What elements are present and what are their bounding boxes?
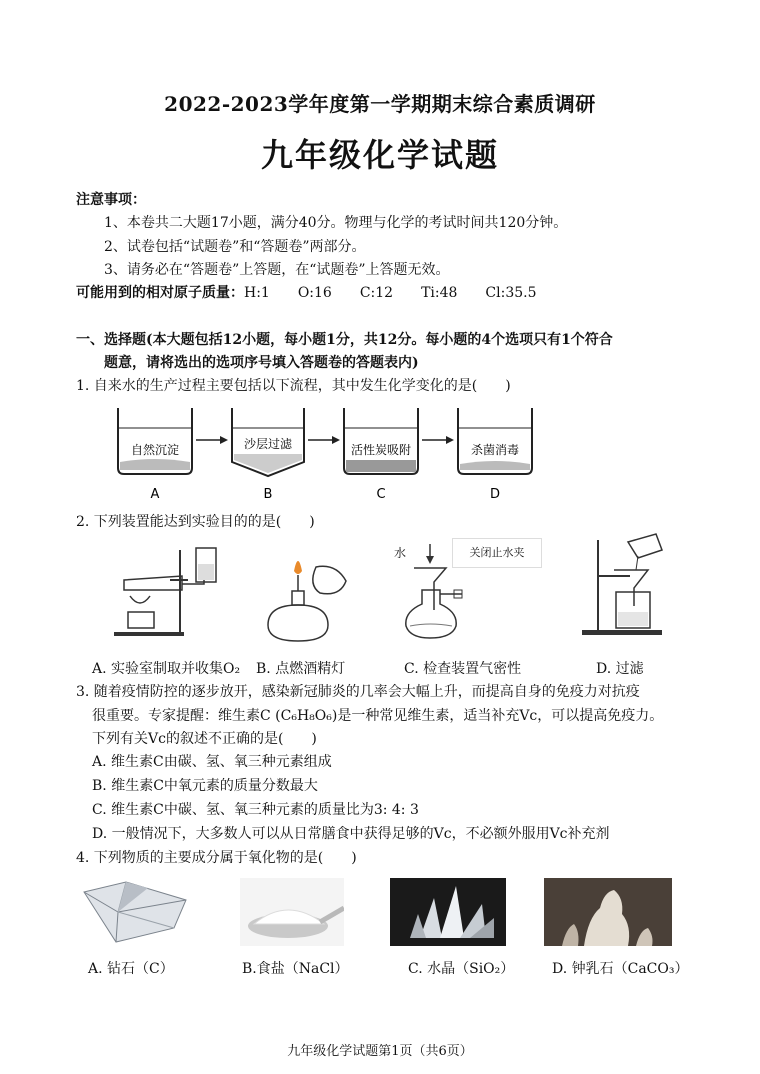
q2-stem: 2. 下列装置能达到实验目的的是( ) xyxy=(76,514,315,530)
atomic-mass-line xyxy=(76,283,537,303)
step-d-label: 杀菌消毒 xyxy=(470,443,520,457)
apparatus-a-image xyxy=(110,540,220,640)
alcohol-lamp-image xyxy=(258,545,358,645)
diamond-image xyxy=(78,878,198,946)
exam-subject-title: 九年级化学试题 xyxy=(260,136,499,174)
notice-item-3: 3、请务必在“答题卷”上答题，在“试题卷”上答题无效。 xyxy=(104,262,450,278)
q2-option-b: B. 点燃酒精灯 xyxy=(256,661,346,677)
beaker-d xyxy=(458,408,532,474)
section1-heading-cont: 题意，请将选出的选项序号填入答题卷的答题表内) xyxy=(104,355,419,371)
atomic-mass-values: H:1 O:16 C:12 Ti:48 Cl:35.5 xyxy=(244,285,537,301)
q1-stem: 1. 自来水的生产过程主要包括以下流程，其中发生化学变化的是( ) xyxy=(76,378,511,394)
notice-heading: 注意事项： xyxy=(76,192,146,208)
q2-option-c: C. 检查装置气密性 xyxy=(404,661,522,677)
step-b-letter: B xyxy=(263,487,273,502)
step-a-letter: A xyxy=(150,487,160,502)
step-c-label: 活性炭吸附 xyxy=(350,443,412,457)
q4-option-b: B.食盐（NaCl） xyxy=(242,961,349,977)
stalactite-image xyxy=(544,878,672,946)
arrow-icon xyxy=(422,436,454,444)
step-b-label: 沙层过滤 xyxy=(243,437,293,451)
q3-stem-line-1: 3. 随着疫情防控的逐步放开，感染新冠肺炎的几率会大幅上升，而提高自身的免疫力对抗疫 xyxy=(76,684,640,700)
step-a-label: 自然沉淀 xyxy=(130,443,180,457)
beaker-a xyxy=(118,408,192,474)
q2-option-a: A. 实验室制取并收集O₂ xyxy=(92,661,241,677)
clamp-label: 关闭止水夹 xyxy=(452,538,542,568)
arrow-icon xyxy=(196,436,228,444)
q4-option-d: D. 钟乳石（CaCO₃） xyxy=(552,961,689,977)
q3-option-a: A. 维生素C由碳、氢、氧三种元素组成 xyxy=(92,754,332,770)
q4-option-a: A. 钻石（C） xyxy=(88,961,174,977)
q3-option-b: B. 维生素C中氧元素的质量分数最大 xyxy=(92,778,318,794)
crystal-image xyxy=(390,878,506,946)
q4-stem: 4. 下列物质的主要成分属于氧化物的是( ) xyxy=(76,850,357,866)
filtration-apparatus-image xyxy=(580,530,680,640)
section1-heading: 一、选择题(本大题包括12小题，每小题1分，共12分。每小题的4个选项只有1个符合 xyxy=(76,332,613,348)
page-footer: 九年级化学试题第1页（共6页） xyxy=(287,1044,473,1059)
q2-option-d: D. 过滤 xyxy=(596,661,644,677)
beaker-c xyxy=(344,408,418,474)
q4-option-c: C. 水晶（SiO₂） xyxy=(408,961,515,977)
q3-stem-line-2: 很重要。专家提醒：维生素C (C₆H₈O₆)是一种常见维生素，适当补充Vc，可以提高免疫力。 xyxy=(92,708,664,724)
exam-title: 2022-2023学年度第一学期期末综合素质调研 xyxy=(164,92,596,116)
q1-flow-diagram xyxy=(108,400,578,504)
q3-option-c: C. 维生素C中碳、氢、氧三种元素的质量比为3: 4: 3 xyxy=(92,802,419,818)
arrow-icon xyxy=(308,436,340,444)
step-c-letter: C xyxy=(376,487,386,502)
water-label: 水 xyxy=(394,546,407,560)
q3-stem-line-3: 下列有关Vc的叙述不正确的是( ) xyxy=(92,731,317,747)
q3-option-d: D. 一般情况下，大多数人可以从日常膳食中获得足够的Vc，不必额外服用Vc补充剂 xyxy=(92,826,610,842)
atomic-mass-label: 可能用到的相对原子质量： xyxy=(76,285,244,301)
notice-item-1: 1、本卷共二大题17小题，满分40分。物理与化学的考试时间共120分钟。 xyxy=(104,215,568,231)
notice-item-2: 2、试卷包括“试题卷”和“答题卷”两部分。 xyxy=(104,239,366,255)
salt-spoon-image xyxy=(240,878,344,946)
step-d-letter: D xyxy=(489,487,501,502)
